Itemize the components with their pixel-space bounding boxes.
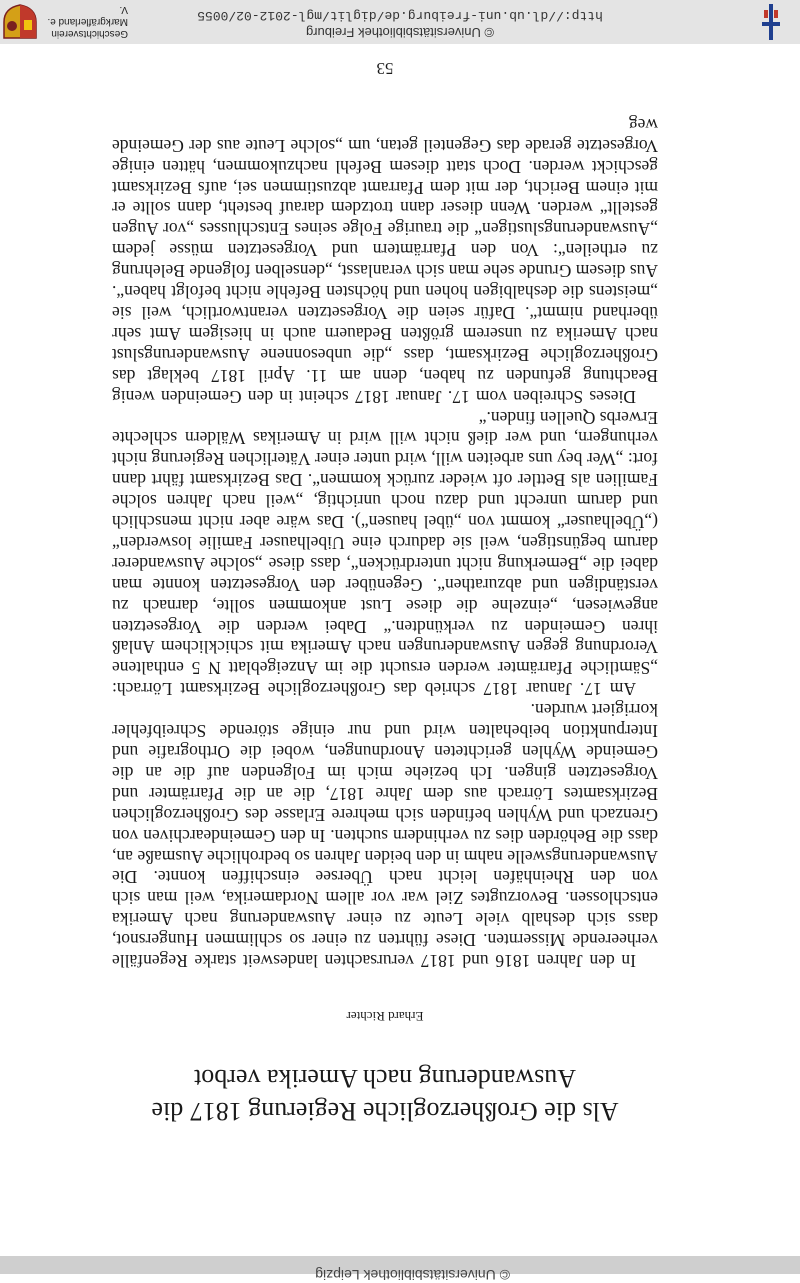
author-name: Erhard Richter	[346, 1009, 424, 1024]
title-line-2: Auswanderung nach Amerika verbot	[194, 1064, 576, 1093]
body-paragraph: Dieses Schreiben vom 17. Januar 1817 scheint in den Gemeinden wenig Beachtung gefunden zu haben, denn am 11. April 1817 beklagt das Großherzogliche Bezirksamt, dass „die unbesonnene Auswanderungslust nach Amerika zu unserem größten Bedauern auch in hiesigem Amt sehr überhand nimmt“. Dafür seien die Vorgesetzten verantwortlich, weil sie „meistens die deshalbigen hohen und höchsten Befehle nicht befolgt haben“. Aus diesem Grunde sehe man sich veranlasst, „denselben folgende Belehrung zu ertheilen“: Von den Pfarrämtern und Vorgesetzten müsse jedem „Auswanderungslustigen“ die traurige Folge seines Entschlusses „vor Augen gestellt“ werden. Wenn dieser dann trotzdem darauf besteht, dann sollte er mit einem Bericht, der mit dem Pfarramt abzustimmen sei, aufs Bezirksamt geschickt werden. Doch statt diesem Befehl nachzukommen, hätten einige Vorgesetzte gerade das Gegenteil getan, um „solche Leute aus der Gemeinde weg	[112, 114, 658, 407]
page-number: 53	[376, 58, 394, 78]
viewer-bar-cut-text: © Universitätsbibliothek Leipzig	[315, 1267, 510, 1283]
title-line-1: Als die Großherzogliche Regierung 1817 die	[151, 1097, 619, 1126]
body-paragraph: In den Jahren 1816 und 1817 verursachten landesweit starke Regenfälle verheerende Missernten. Diese führten zu einer so schlimmen Hungersnot, dass sich deshalb viele Leute zu einer Auswanderung nach Amerika entschlossen. Bevorzugtes Ziel war vor allem Nordamerika, weil man sich von den Rheinhäfen leicht nach Übersee einschiffen konnte. Die Auswanderungswelle nahm in den beiden Jahren so bedrohliche Ausmaße an, dass die Behörden dies zu verhindern suchten. In den Gemeindearchiven von Grenzach und Wyhlen befinden sich mehrere Erlasse des Großherzoglichen Bezirksamtes Lörrach aus dem Jahre 1817, die an die Pfarrämter und Vorgesetzten gingen. Ich beziehe mich im Folgenden auf die an die Gemeinde Wyhlen gerichteten Anordnungen, wobei die Orthografie und Interpunktion beibehalten wird und nur einige störende Schreibfehler korrigiert wurden.	[112, 700, 658, 972]
body-paragraph: Am 17. Januar 1817 schrieb das Großherzogliche Bezirksamt Lörrach: „Sämtliche Pfarrämter werden ersucht die im Anzeigeblatt N 5 enthaltene Verordnung gegen Auswanderungen nach Amerika mit schicklichem Anlaß ihren Gemeinden zu verkündten.“ Dabei werden die Vorgesetzten angewiesen, „einzelne die diese Lust ankommen sollte, darnach zu verständigen und abzurathen“. Gegenüber den Vorgesetzten konnte man dabei die „Bemerkung nicht unterdrücken“, dass diese „solche Auswanderer darum begünstigen, weil sie dadurch eine Uibelhauser Familie loswerden“ („Übelhauser“ kommt von „übel hausen“). Das wäre aber nicht menschlich und darum unrecht und dazu noch unrichtig, „weil nach Jahren solche Familien als Bettler oft wieder zurück kommen“. Das Bezirksamt fährt dann fort: „Wer bey uns arbeiten will, wird unter einer Väterlichen Regierung nicht verhungern, und wer dieß nicht will wird in Amerikas Wäldern schlechte Erwerbs Quellen finden.“	[112, 407, 658, 700]
document-page	[112, 57, 658, 1128]
page-title	[112, 1062, 658, 1128]
society-line-2: Markgräflerland e. V.	[47, 4, 128, 27]
footer-url[interactable]: http://dl.ub.uni-freiburg.de/diglit/mgl-2012-02/0055	[197, 8, 603, 23]
footer-copyright: © Universitätsbibliothek Freiburg	[305, 25, 495, 40]
society-line-1: Geschichtsverein	[51, 28, 128, 39]
society-name	[42, 3, 128, 39]
coat-of-arms-icon	[2, 4, 38, 40]
viewer-top-bar	[0, 1256, 800, 1283]
